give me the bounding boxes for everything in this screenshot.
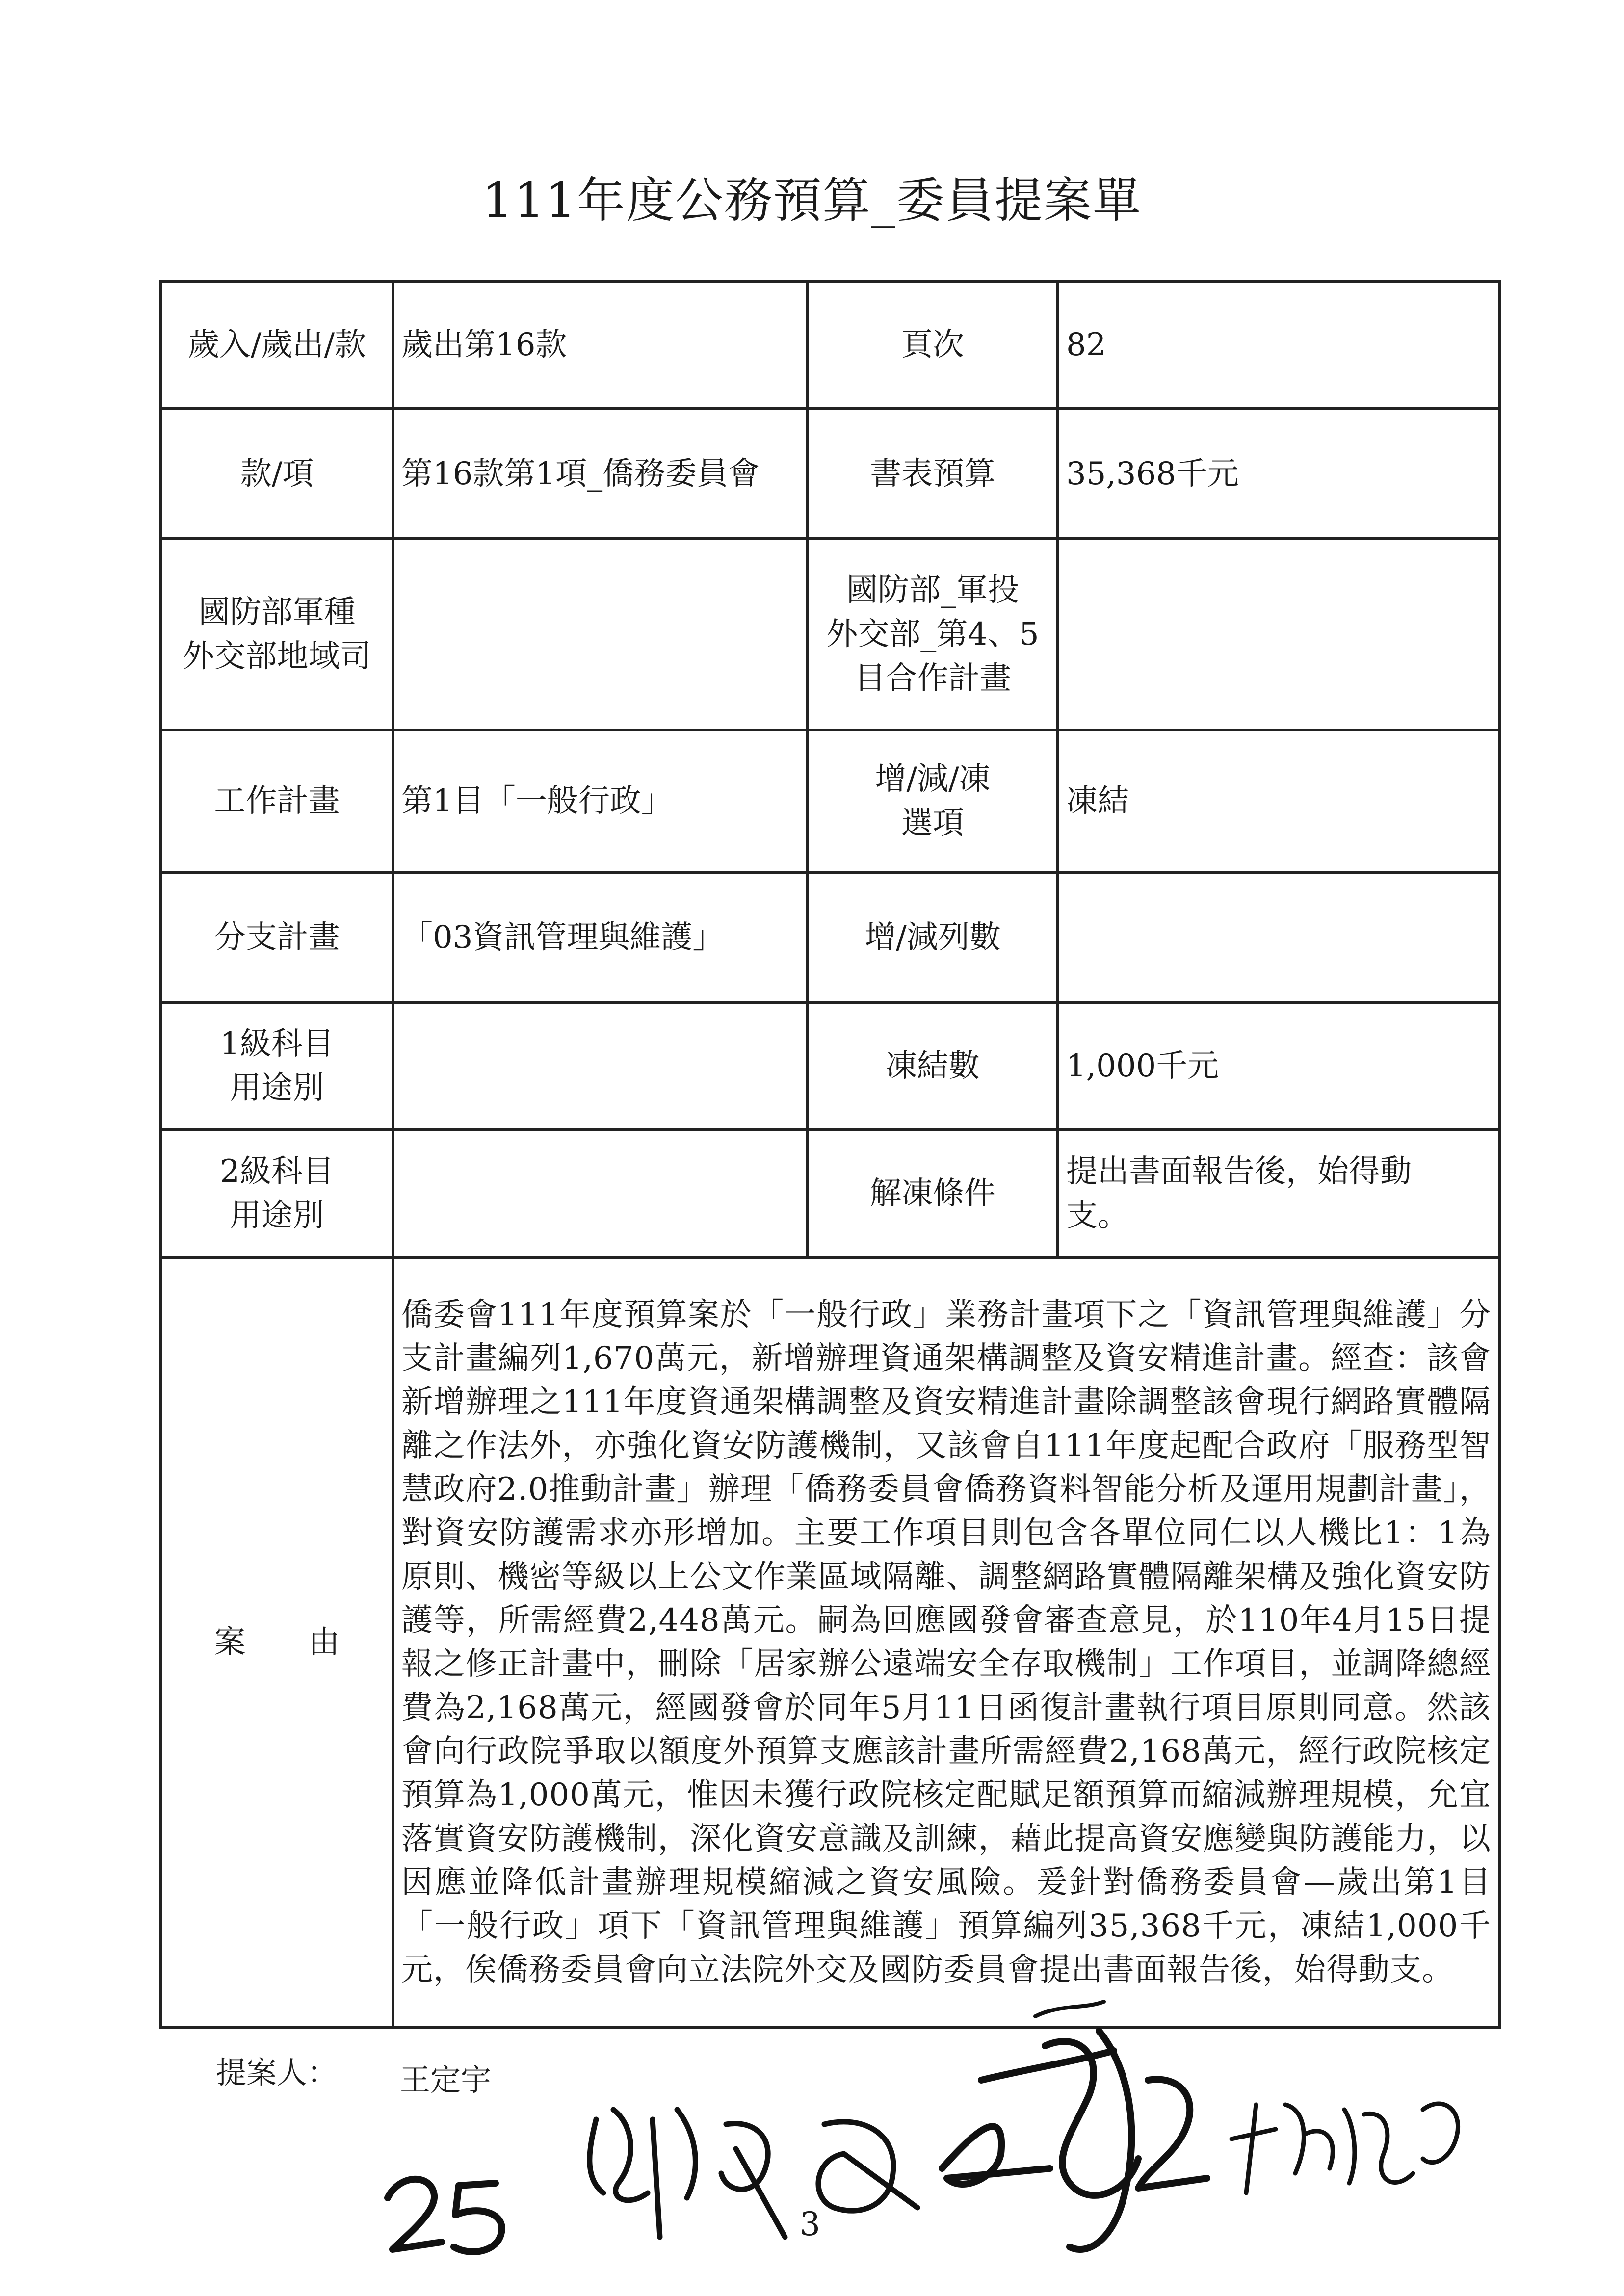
label-defense-foreign: 國防部軍種 外交部地域司 <box>161 539 393 730</box>
signature-2 <box>942 2031 1207 2249</box>
reason-text: 僑委會111年度預算案於「一般行政」業務計畫項下之「資訊管理與維護」分支計畫編列1,670萬元，新增辦理資通架構調整及資安精進計畫。經查：該會新增辦理之111年度資通架構調整及資安精進計畫除調整該會現行網路實體隔離之作法外，亦強化資安防護機制，又該會自111年度起配合政府「服務型智慧政府2.0推動計畫」辦理「僑務委員會僑務資料智能分析及運用規劃計畫」，對資安防護需求亦形增加。主要工作項目則包含各單位同仁以人機比1：1為原則、機密等級以上公文作業區域隔離、調整網路實體隔離架構及強化資安防護等，所需經費2,448萬元。嗣為回應國發會審查意見，於110年4月15日提報之修正計畫中，刪除「居家辦公遠端安全存取機制」工作項目，並調降總經費為2,168萬元，經國發會於同年5月11日函復計畫執行項目原則同意。然該會向行政院爭取以額度外預算支應該計畫所需經費2,168萬元，經行政院核定預算為1,000萬元，惟因未獲行政院核定配賦足額預算而縮減辦理規模，允宜落實資安防護機制，深化資安意識及訓練，藉此提高資安應變與防護能力，以因應並降低計畫辦理規模縮減之資安風險。爰針對僑務委員會—歲出第1目「一般行政」項下「資訊管理與維護」預算編列35,368千元，凍結1,000千元，俟僑務委員會向立法院外交及國防委員會提出書面報告後，始得動支。 <box>393 1257 1499 2028</box>
label-budget: 書表預算 <box>808 409 1058 539</box>
value-unfreeze-condition: 提出書面報告後，始得動 支。 <box>1058 1130 1499 1257</box>
label-unfreeze-condition: 解凍條件 <box>808 1130 1058 1257</box>
label-section: 歲入/歲出/款 <box>161 281 393 409</box>
page-title: 111年度公務預算_委員提案單 <box>482 173 1142 229</box>
label-page: 頁次 <box>808 281 1058 409</box>
proposer-name: 王定宇 <box>400 2062 492 2098</box>
label-branch-plan: 分支計畫 <box>161 872 393 1002</box>
signature-3 <box>1231 2104 1458 2193</box>
label-level2-subject: 2級科目 用途別 <box>161 1130 393 1257</box>
label-work-plan: 工作計畫 <box>161 730 393 872</box>
page-number: 3 <box>800 2205 820 2243</box>
label-level1-subject: 1級科目 用途別 <box>161 1002 393 1130</box>
label-item: 款/項 <box>161 409 393 539</box>
signature-1 <box>590 2110 917 2237</box>
label-frozen-amount: 凍結數 <box>808 1002 1058 1130</box>
value-budget: 35,368千元 <box>1058 409 1499 539</box>
label-adjust-amount: 增/減列數 <box>808 872 1058 1002</box>
value-branch-plan: 「03資訊管理與維護」 <box>393 872 808 1002</box>
text-end-flourish <box>1035 2002 1104 2016</box>
label-cooperation-plan: 國防部_軍投 外交部_第4、5 目合作計畫 <box>808 539 1058 730</box>
proposer-label: 提案人： <box>216 2055 338 2090</box>
label-option: 增/減/凍 選項 <box>808 730 1058 872</box>
handwritten-number-25 <box>388 2179 502 2252</box>
value-page: 82 <box>1058 281 1499 409</box>
value-frozen-amount: 1,000千元 <box>1058 1002 1499 1130</box>
value-section: 歲出第16款 <box>393 281 808 409</box>
value-option: 凍結 <box>1058 730 1499 872</box>
value-work-plan: 第1目「一般行政」 <box>393 730 808 872</box>
value-item: 第16款第1項_僑務委員會 <box>393 409 808 539</box>
label-reason: 案 由 <box>161 1257 393 2028</box>
